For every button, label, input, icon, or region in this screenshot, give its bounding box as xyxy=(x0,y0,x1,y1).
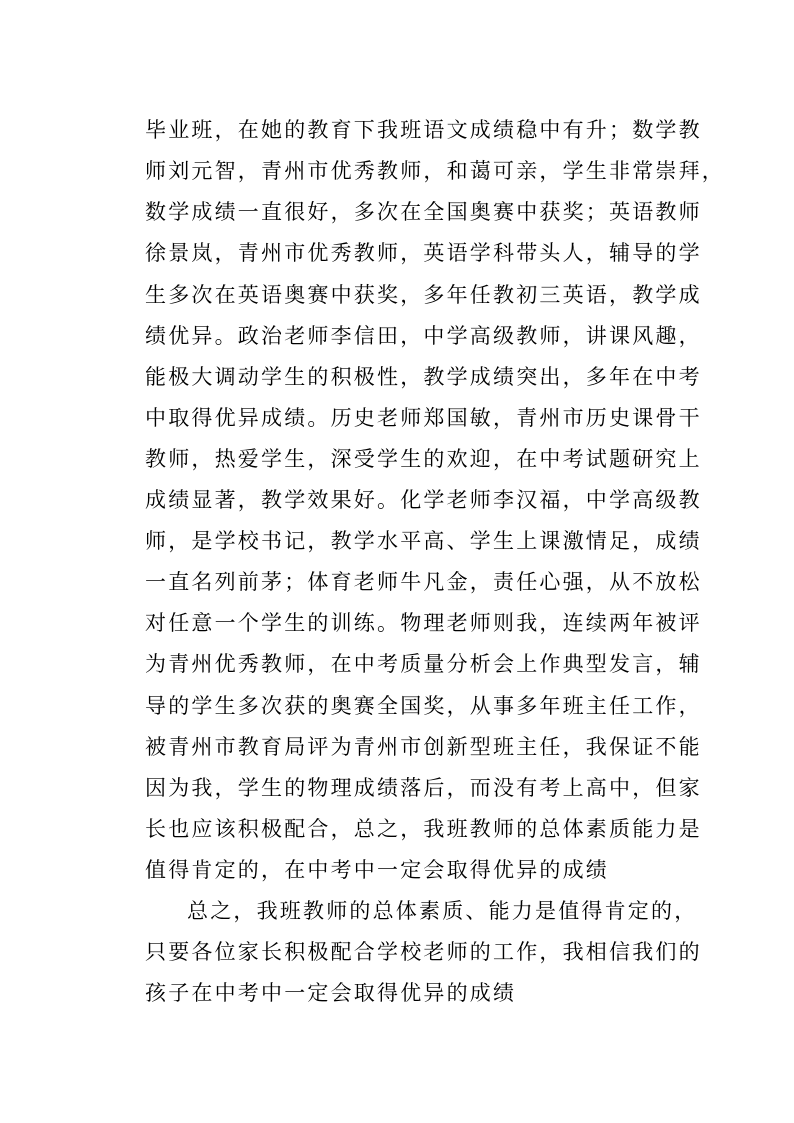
text-line: 值得肯定的，在中考中一定会取得优异的成绩 xyxy=(145,858,609,882)
text-line: 数学成绩一直很好，多次在全国奥赛中获奖；英语教师 xyxy=(145,200,702,224)
text-line: 生多次在英语奥赛中获奖，多年任教初三英语，教学成 xyxy=(145,283,702,307)
text-line: 教师，热爱学生，深受学生的欢迎，在中考试题研究上 xyxy=(145,447,702,471)
text-line: 能极大调动学生的积极性，教学成绩突出，多年在中考 xyxy=(145,365,702,389)
text-line: 中取得优异成绩。历史老师郑国敏，青州市历史课骨干 xyxy=(145,406,702,430)
text-line: 徐景岚，青州市优秀教师，英语学科带头人，辅导的学 xyxy=(145,241,702,265)
text-line: 师刘元智，青州市优秀教师，和蔼可亲，学生非常崇拜， xyxy=(145,159,725,183)
text-line: 被青州市教育局评为青州市创新型班主任，我保证不能 xyxy=(145,735,702,759)
text-line: 对任意一个学生的训练。物理老师则我，连续两年被评 xyxy=(145,611,702,635)
text-line-indented: 总之，我班教师的总体素质、能力是值得肯定的， xyxy=(187,899,698,923)
text-line: 导的学生多次获的奥赛全国奖，从事多年班主任工作， xyxy=(145,694,702,718)
text-line: 为青州优秀教师，在中考质量分析会上作典型发言，辅 xyxy=(145,652,702,676)
text-line: 成绩显著，教学效果好。化学老师李汉福，中学高级教 xyxy=(145,488,702,512)
text-line: 只要各位家长积极配合学校老师的工作，我相信我们的 xyxy=(145,940,702,964)
text-line: 一直名列前茅；体育老师牛凡金，责任心强，从不放松 xyxy=(145,570,702,594)
text-line: 师，是学校书记，教学水平高、学生上课激情足，成绩 xyxy=(145,529,702,553)
text-line: 毕业班，在她的教育下我班语文成绩稳中有升；数学教 xyxy=(145,118,702,142)
text-line: 长也应该积极配合，总之，我班教师的总体素质能力是 xyxy=(145,817,702,841)
text-line: 绩优异。政治老师李信田，中学高级教师，讲课风趣， xyxy=(145,324,702,348)
text-line: 孩子在中考中一定会取得优异的成绩 xyxy=(145,981,517,1005)
text-line: 因为我，学生的物理成绩落后，而没有考上高中，但家 xyxy=(145,776,702,800)
